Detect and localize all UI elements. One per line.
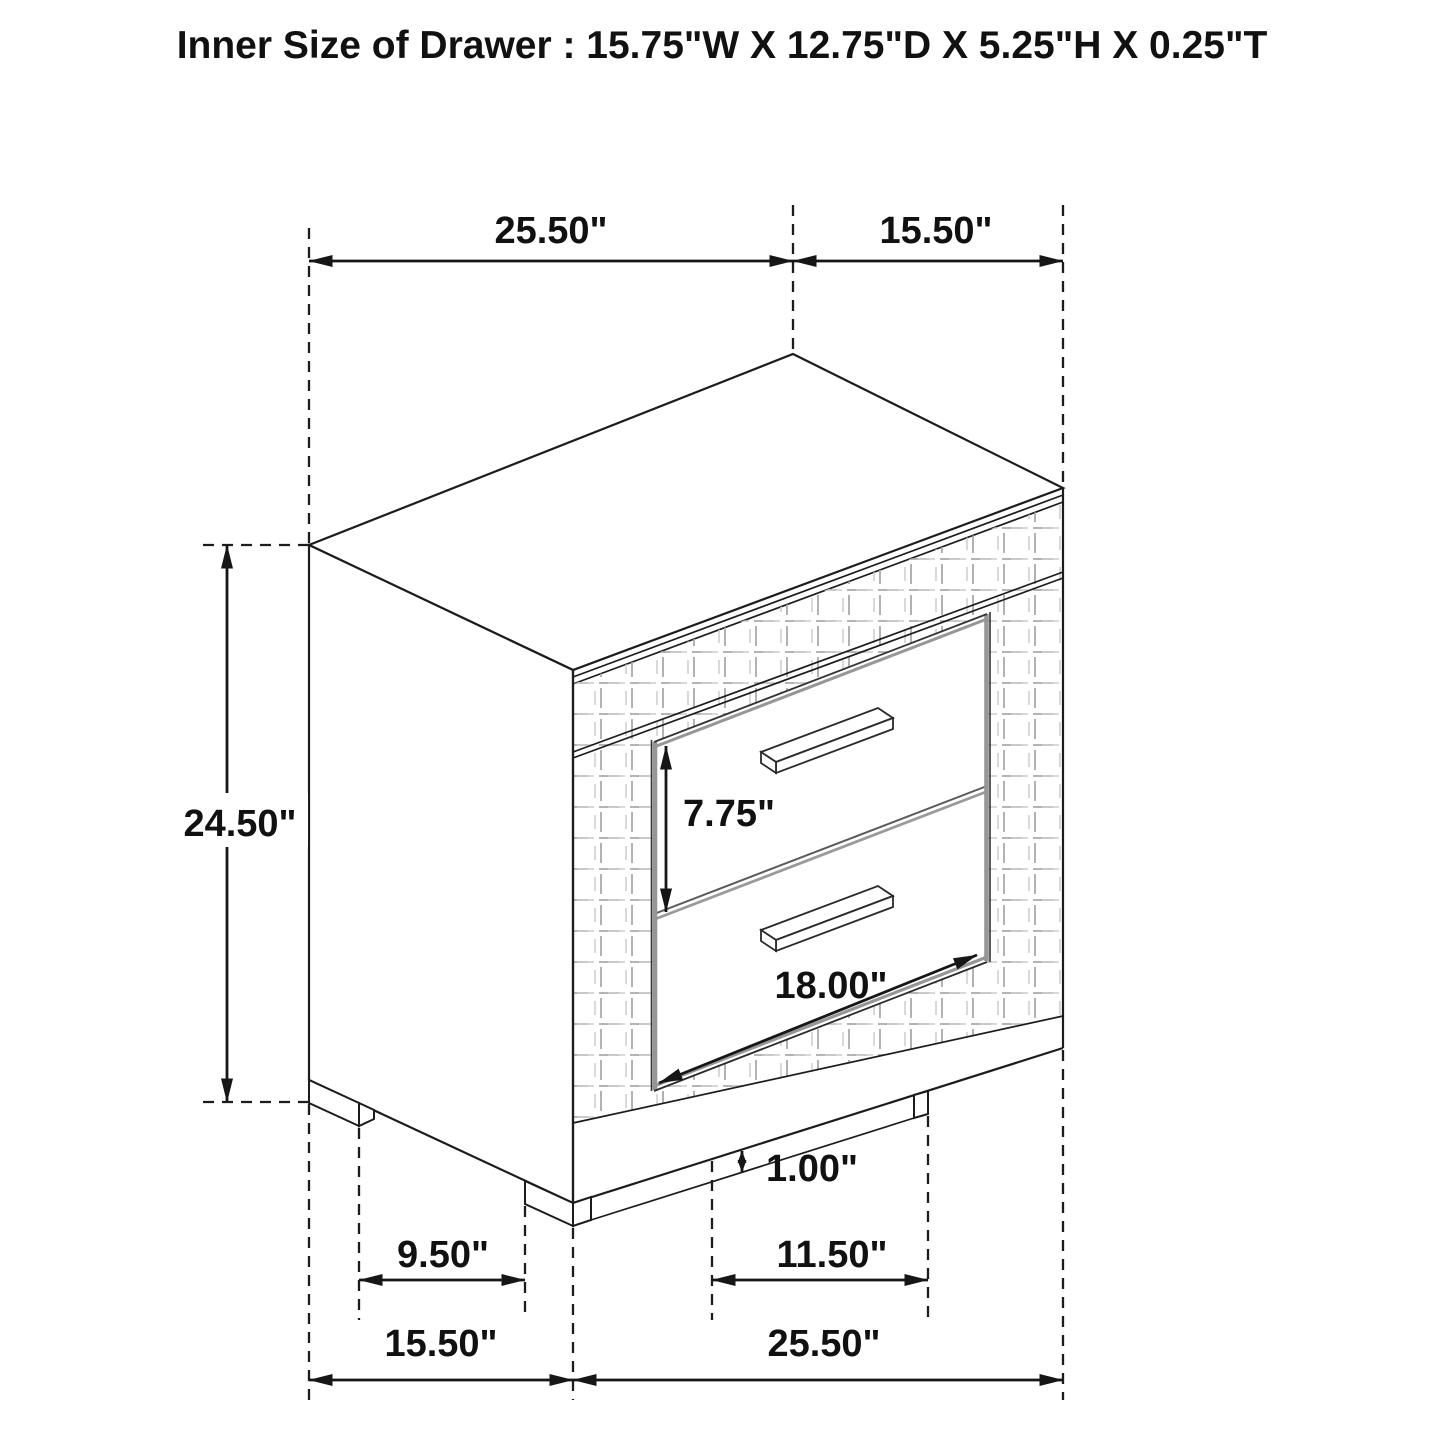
dim-bottom-width-label: 25.50"	[767, 1323, 881, 1365]
leg-front-right	[914, 1091, 928, 1118]
diagram-title: Inner Size of Drawer : 15.75"W X 12.75"D X 5.25"H X 0.25"T	[176, 24, 1268, 67]
dim-bottom-depth-label: 15.50"	[384, 1323, 498, 1365]
dim-clearance-label: 1.00"	[766, 1148, 858, 1190]
dim-front-leg-gap-label: 11.50"	[776, 1234, 888, 1276]
dim-top-depth-label: 15.50"	[879, 210, 993, 252]
dim-height-label: 24.50"	[183, 803, 297, 845]
dim-top-width-label: 25.50"	[494, 210, 608, 252]
dim-drawer-width-label: 18.00"	[774, 965, 888, 1007]
dim-side-leg-gap-label: 9.50"	[397, 1234, 489, 1276]
nightstand-drawing	[309, 354, 1063, 1226]
recess-floor-line	[591, 1118, 914, 1220]
dim-drawer-height-label: 7.75"	[683, 793, 775, 835]
